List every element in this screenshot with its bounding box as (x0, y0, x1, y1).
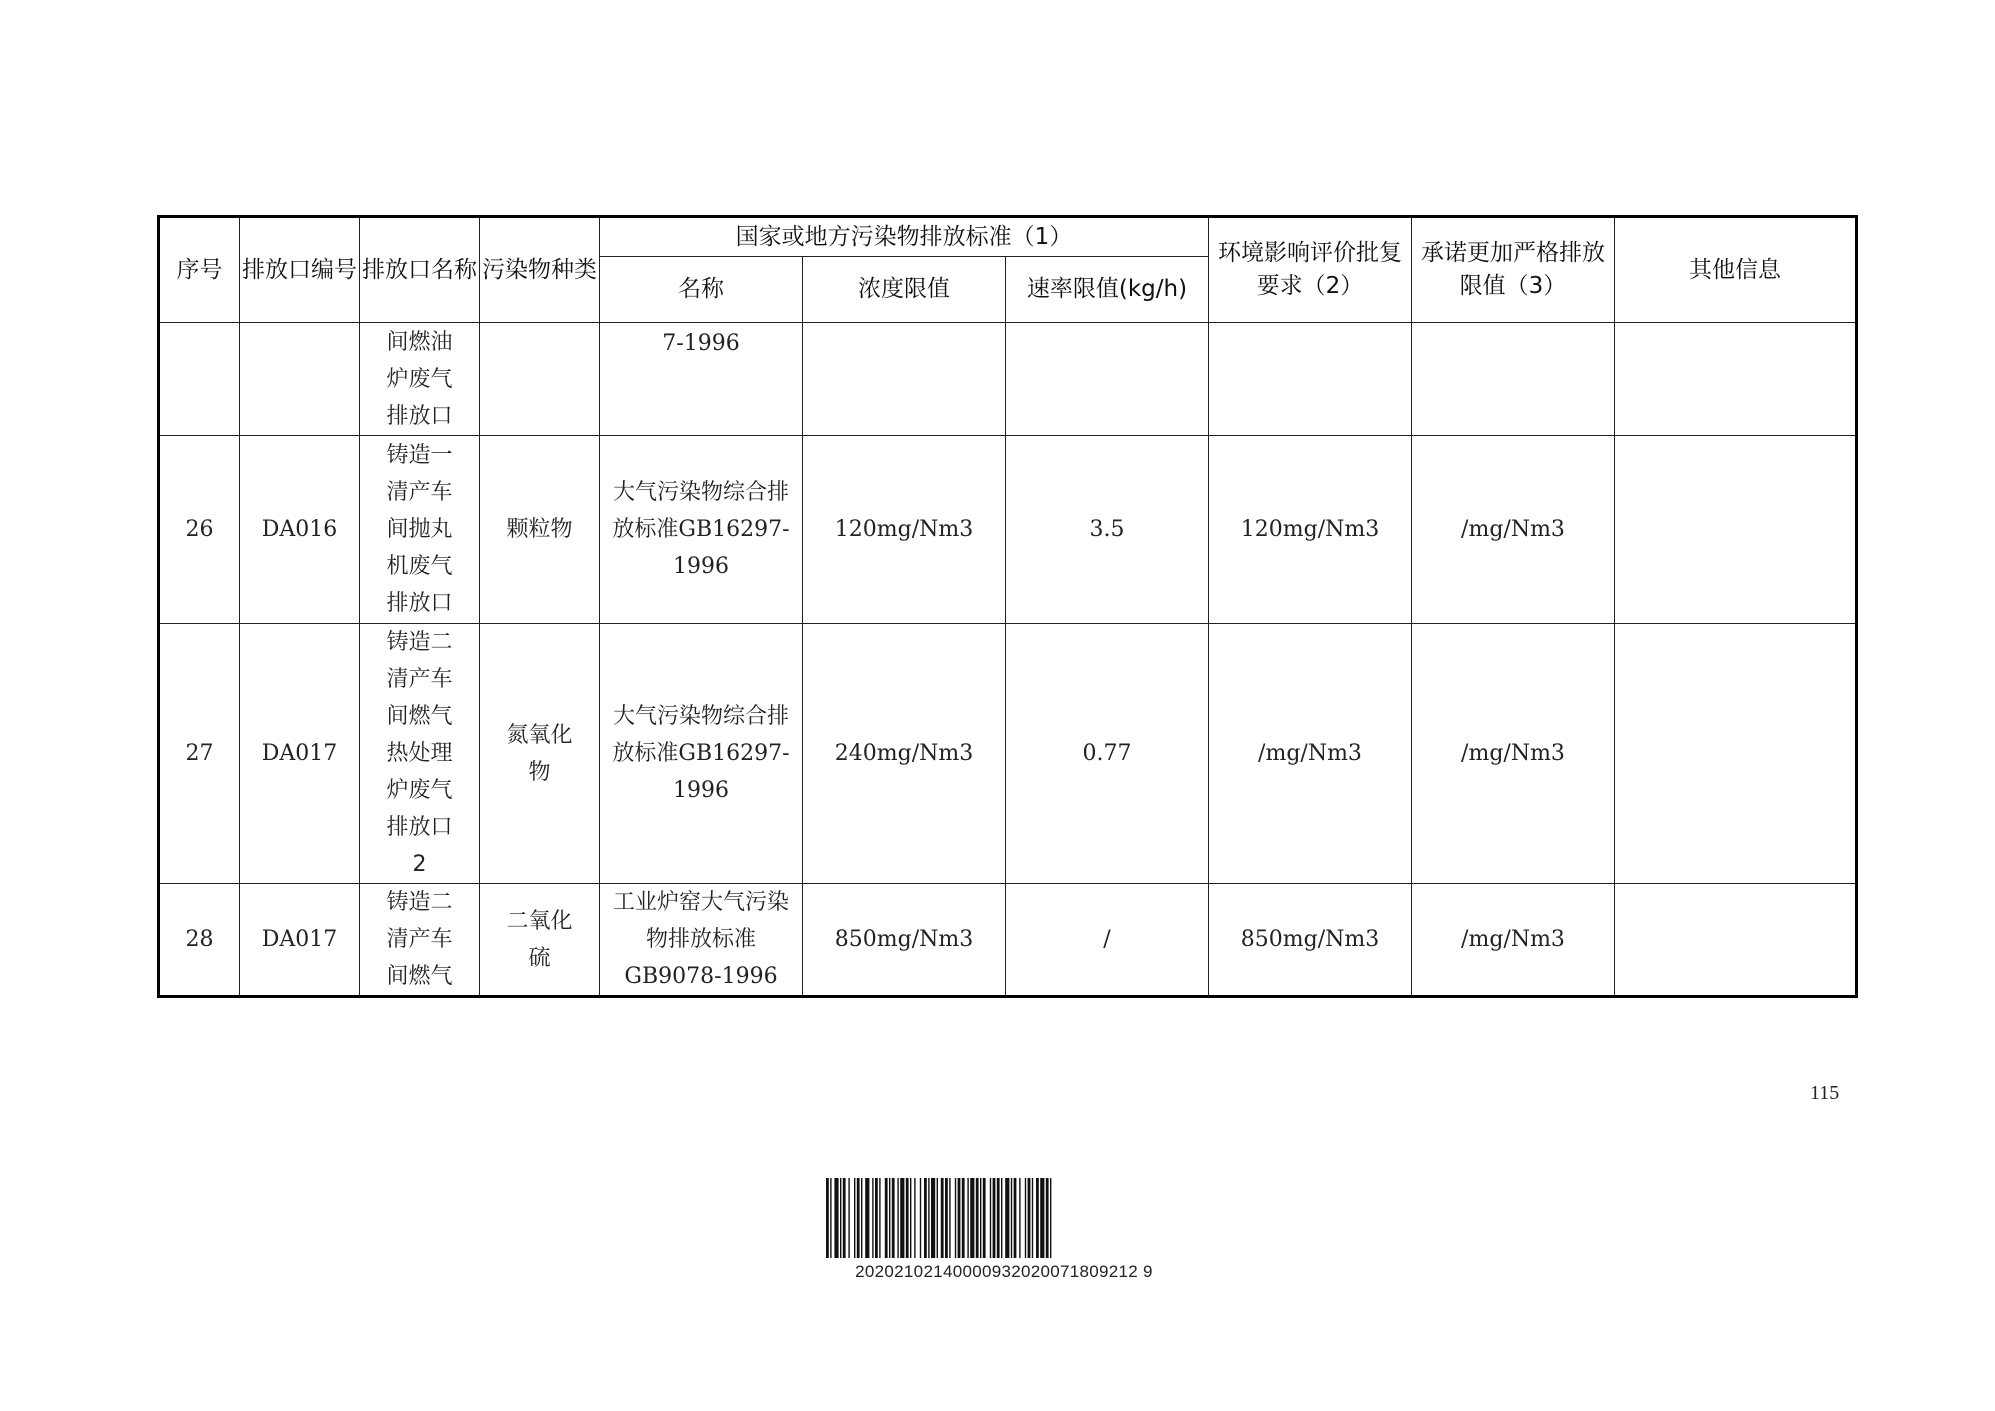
cell-eia: /mg/Nm3 (1209, 624, 1412, 884)
cell-stricter: /mg/Nm3 (1412, 624, 1615, 884)
barcode-bar (1036, 1178, 1039, 1258)
barcode-bar (928, 1178, 929, 1258)
barcode-bar (1025, 1178, 1026, 1258)
barcode-bar (993, 1178, 996, 1258)
cell-other (1615, 884, 1857, 997)
barcode-bar (949, 1178, 950, 1258)
emission-standards-table (157, 215, 1858, 998)
cell-outlet-no (240, 323, 360, 436)
cell-rate (1006, 323, 1209, 436)
header-concentration: 浓度限值 (803, 257, 1006, 323)
cell-outlet-no: DA016 (240, 436, 360, 624)
header-outlet-name: 排放口名称 (360, 217, 480, 323)
barcode-bar (830, 1178, 831, 1258)
barcode-bar (1001, 1178, 1002, 1258)
cell-eia: 850mg/Nm3 (1209, 884, 1412, 997)
cell-std-name: 大气污染物综合排放标准GB16297-1996 (600, 624, 803, 884)
barcode-bar (892, 1178, 895, 1258)
barcode-bar (872, 1178, 873, 1258)
header-other: 其他信息 (1615, 217, 1857, 323)
cell-outlet-name: 间燃油炉废气排放口 (360, 323, 480, 436)
cell-outlet-name: 铸造一清产车间抛丸机废气排放口 (360, 436, 480, 624)
barcode-bar (848, 1178, 849, 1258)
cell-seq: 28 (159, 884, 240, 997)
cell-concentration: 240mg/Nm3 (803, 624, 1006, 884)
header-standard-group: 国家或地方污染物排放标准（1） (600, 217, 1209, 257)
barcode-bar (970, 1178, 974, 1258)
barcode-bar (1019, 1178, 1020, 1258)
barcode-bar (875, 1178, 878, 1258)
barcode-bar (906, 1178, 909, 1258)
barcode-bar (1032, 1178, 1033, 1258)
cell-pollutant: 氮氧化物 (480, 624, 600, 884)
barcode-bar (834, 1178, 838, 1258)
barcode-bar (1046, 1178, 1049, 1258)
barcode-bar (1005, 1178, 1009, 1258)
table-row (159, 624, 1857, 884)
barcode-bar (945, 1178, 948, 1258)
emission-standards-table-container (157, 215, 1855, 998)
barcode-bar (1011, 1178, 1012, 1258)
table-row (159, 884, 1857, 997)
barcode-number: 20202102140000932020071809212 9 (855, 1262, 1153, 1281)
cell-std-name: 7-1996 (600, 323, 803, 436)
barcode-bar (840, 1178, 841, 1258)
cell-outlet-name: 铸造二清产车间燃气 (360, 884, 480, 997)
barcode-bar (857, 1178, 860, 1258)
barcode-bar (889, 1178, 890, 1258)
cell-concentration: 850mg/Nm3 (803, 884, 1006, 997)
barcode-bar (931, 1178, 935, 1258)
barcode-bar (1050, 1178, 1051, 1258)
cell-std-name: 工业炉窑大气污染物排放标准GB9078-1996 (600, 884, 803, 997)
barcode-bar (958, 1178, 961, 1258)
cell-eia: 120mg/Nm3 (1209, 436, 1412, 624)
cell-other (1615, 436, 1857, 624)
cell-stricter (1412, 323, 1615, 436)
barcode-bar (983, 1178, 986, 1258)
barcode-bar (990, 1178, 991, 1258)
barcode-bar (865, 1178, 869, 1258)
barcode-bar (910, 1178, 911, 1258)
barcode-bar (885, 1178, 888, 1258)
cell-outlet-no: DA017 (240, 624, 360, 884)
cell-pollutant (480, 323, 600, 436)
cell-seq: 27 (159, 624, 240, 884)
barcode-bar (941, 1178, 944, 1258)
barcode-bar (861, 1178, 862, 1258)
cell-rate: 0.77 (1006, 624, 1209, 884)
cell-seq (159, 323, 240, 436)
table-row (159, 323, 1857, 436)
barcode-bar (1014, 1178, 1017, 1258)
barcode-bar (826, 1178, 829, 1258)
cell-stricter: /mg/Nm3 (1412, 884, 1615, 997)
header-pollutant: 污染物种类 (480, 217, 600, 323)
header-eia: 环境影响评价批复要求（2） (1209, 217, 1412, 323)
cell-other (1615, 323, 1857, 436)
barcode-bar (854, 1178, 855, 1258)
cell-other (1615, 624, 1857, 884)
header-outlet-no: 排放口编号 (240, 217, 360, 323)
barcode-bar (997, 1178, 1000, 1258)
barcode-bar (879, 1178, 880, 1258)
cell-rate: / (1006, 884, 1209, 997)
barcode-bar (1040, 1178, 1044, 1258)
table-row (159, 436, 1857, 624)
barcode-bar (967, 1178, 968, 1258)
cell-concentration: 120mg/Nm3 (803, 436, 1006, 624)
cell-outlet-name: 铸造二清产车间燃气热处理炉废气排放口2 (360, 624, 480, 884)
page-number: 115 (1810, 1082, 1840, 1104)
cell-pollutant: 颗粒物 (480, 436, 600, 624)
header-rate: 速率限值(kg/h) (1006, 257, 1209, 323)
barcode-bar (843, 1178, 846, 1258)
barcode-bar (1028, 1178, 1031, 1258)
cell-stricter: /mg/Nm3 (1412, 436, 1615, 624)
cell-concentration (803, 323, 1006, 436)
header-stricter: 承诺更加严格排放限值（3） (1412, 217, 1615, 323)
barcode-bar (962, 1178, 965, 1258)
barcode-bar (980, 1178, 981, 1258)
barcode-bar (897, 1178, 898, 1258)
cell-eia (1209, 323, 1412, 436)
barcode-bar (937, 1178, 938, 1258)
cell-seq: 26 (159, 436, 240, 624)
barcode-bar (924, 1178, 927, 1258)
cell-rate: 3.5 (1006, 436, 1209, 624)
barcode-bar (955, 1178, 956, 1258)
header-seq: 序号 (159, 217, 240, 323)
cell-std-name: 大气污染物综合排放标准GB16297-1996 (600, 436, 803, 624)
barcode-bar (976, 1178, 979, 1258)
cell-outlet-no: DA017 (240, 884, 360, 997)
header-std-name: 名称 (600, 257, 803, 323)
barcode-bar (920, 1178, 921, 1258)
barcode-bar (914, 1178, 915, 1258)
barcode-image (824, 1178, 1184, 1258)
barcode-bar (900, 1178, 904, 1258)
cell-pollutant: 二氧化硫 (480, 884, 600, 997)
